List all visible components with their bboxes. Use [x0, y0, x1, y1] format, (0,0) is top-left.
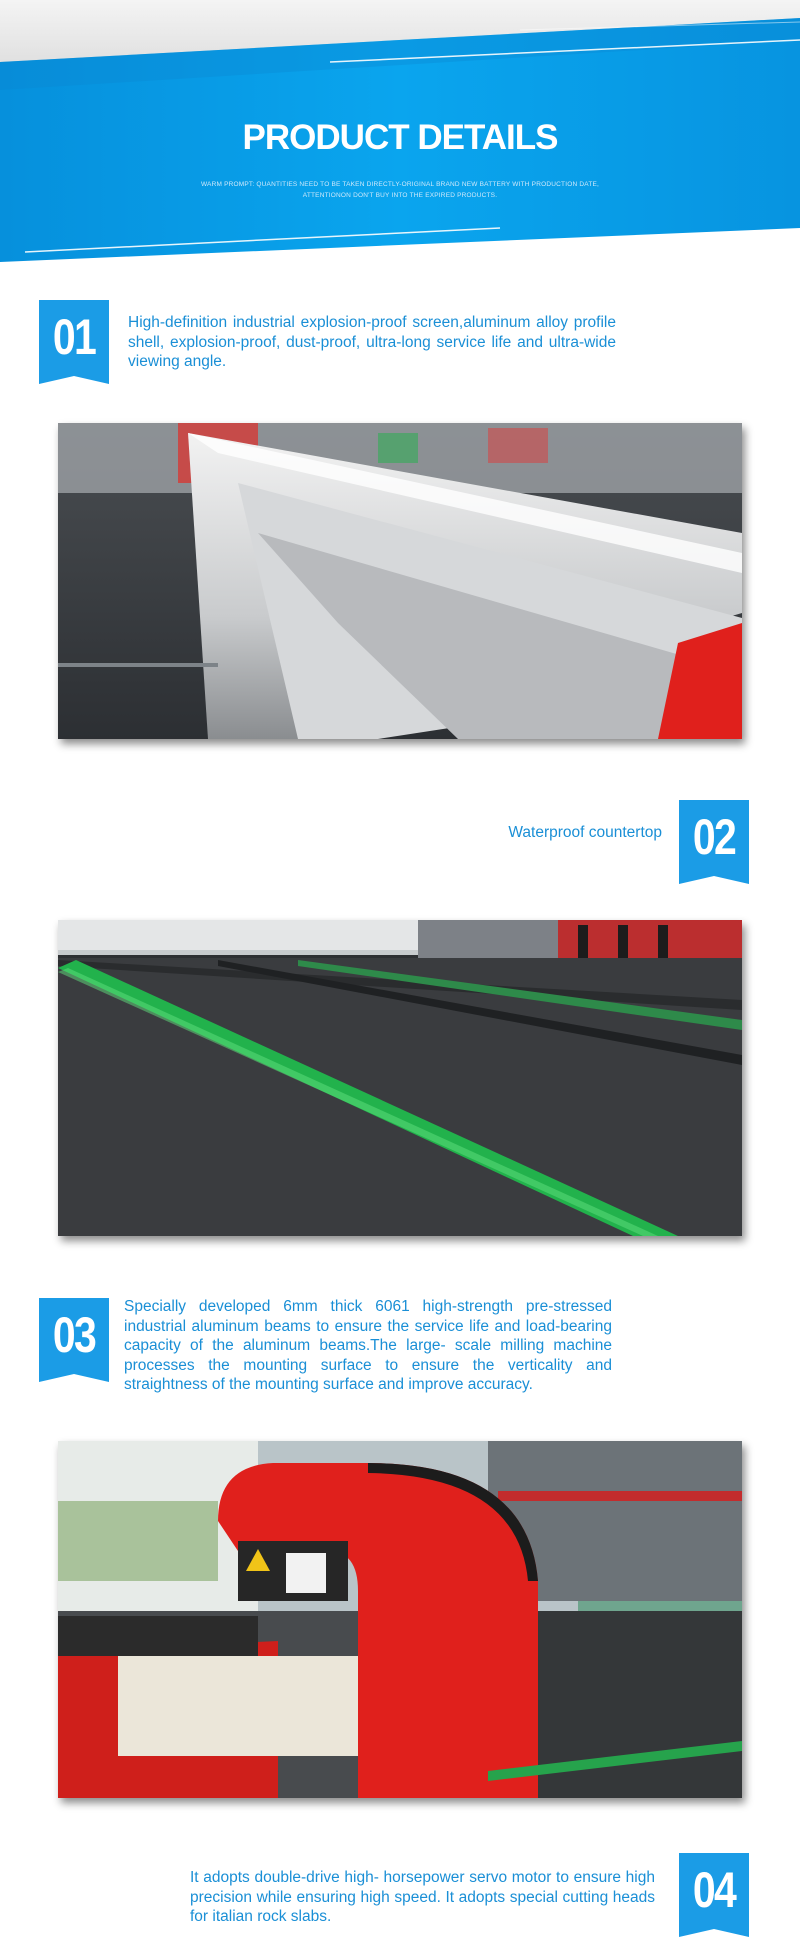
section-04-number: 04 [692, 1862, 736, 1918]
section-03-text: Specially developed 6mm thick 6061 high-strength pre-stressed industrial aluminum beams to ensure the service life and load-bearing capacity of the aluminum beams.The large- scale milling machine processes the mounting surface to ensure the verticality and straightness of the mounting surface and improve accuracy. [124, 1298, 612, 1393]
section-01-number: 01 [52, 309, 96, 365]
section-01-text: High-definition industrial explosion-proof screen,aluminum alloy profile shell, explosion-proof, dust-proof, ultra-long service life and ultra-wide viewing angle. [128, 314, 616, 370]
section-04-badge [679, 1853, 749, 1937]
header-banner [0, 0, 800, 270]
section-03-badge [39, 1298, 109, 1382]
section-03-photo [58, 1441, 742, 1798]
section-01-badge [39, 300, 109, 384]
section-03-number: 03 [52, 1307, 96, 1363]
page-title: PRODUCT DETAILS [242, 118, 558, 157]
aluminum-beam-image [58, 423, 742, 739]
section-02-photo [58, 920, 742, 1236]
section-01-photo [58, 423, 742, 739]
page-subtitle: WARM PROMPT: QUANTITIES NEED TO BE TAKEN DIRECTLY-ORIGINAL BRAND NEW BATTERY WITH PRODUCTION DATE, ATTENTIONON DON'T BUY INTO THE EXPIRED PRODUCTS. [200, 181, 600, 199]
section-02-badge [679, 800, 749, 884]
section-04-text: It adopts double-drive high- horsepower servo motor to ensure high precision while ensuring high speed. It adopts special cutting heads for italian rock slabs. [190, 1869, 655, 1925]
cutting-machine-image [58, 1441, 742, 1798]
section-02-text: Waterproof countertop [508, 824, 662, 841]
section-02-number: 02 [692, 809, 736, 865]
waterproof-countertop-image [58, 920, 742, 1236]
